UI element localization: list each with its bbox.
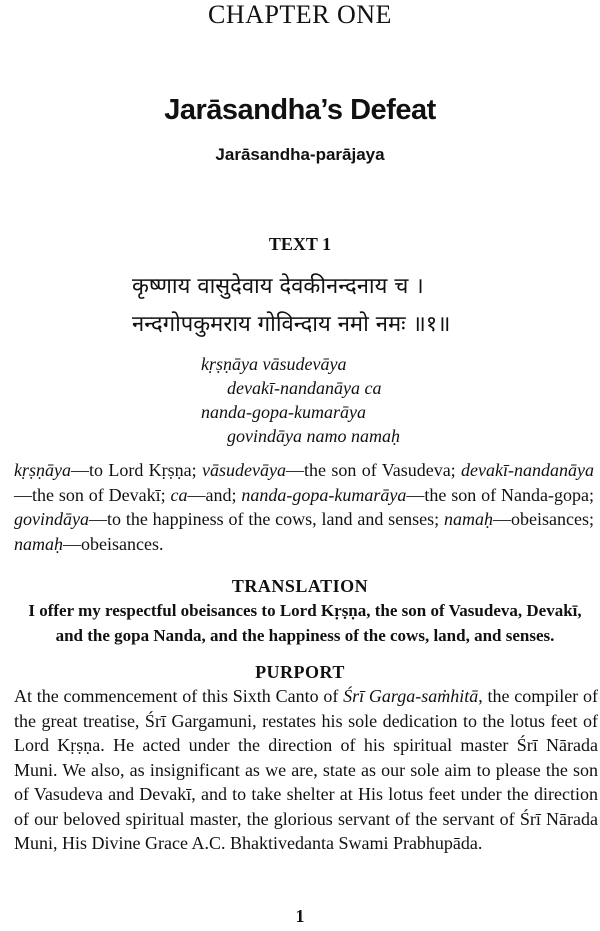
sanskrit-line-1: कृष्णाय वासुदेवाय देवकीनन्दनाय च । bbox=[132, 274, 424, 299]
sanskrit-line-2: नन्दगोपकुमराय गोविन्दाय नमो नमः ॥१॥ bbox=[132, 312, 451, 337]
synonym-term: namaḥ bbox=[14, 533, 63, 554]
synonym-term: ca bbox=[170, 484, 188, 505]
synonym-meaning: —the son of Vasudeva; bbox=[286, 460, 462, 480]
chapter-label: CHAPTER ONE bbox=[208, 0, 392, 29]
synonym-term: vāsudevāya bbox=[202, 460, 286, 480]
translation-heading: TRANSLATION bbox=[231, 576, 369, 596]
page-number: 1 bbox=[295, 906, 305, 926]
purport-heading: PURPORT bbox=[255, 662, 345, 682]
synonym-term: devakī-nandanāya bbox=[461, 460, 594, 480]
purport-text bbox=[14, 684, 598, 856]
verse-heading: TEXT 1 bbox=[268, 234, 332, 254]
synonym-meaning: —to Lord Kṛṣṇa; bbox=[71, 460, 203, 480]
synonym-term: kṛṣṇāya bbox=[14, 460, 71, 480]
transliteration-line-1: kṛṣṇāya vāsudevāya bbox=[201, 354, 347, 374]
synonym-term: namaḥ bbox=[444, 509, 494, 529]
synonym-meaning: —to the happiness of the cows, land and senses; bbox=[88, 509, 445, 529]
synonym-meaning: —and; bbox=[187, 484, 242, 505]
transliteration-line-4: govindāya namo namaḥ bbox=[227, 426, 400, 446]
translation-text: I offer my respectful obeisances to Lord Kṛṣṇa, the son of Vasudeva, Devakī, and the gopa Nanda, and the happiness of the cows, land, and senses. bbox=[28, 601, 582, 645]
word-for-word-synonyms bbox=[14, 458, 594, 556]
synonym-term: govindāya bbox=[14, 509, 89, 529]
chapter-title: Jarāsandha’s Defeat bbox=[164, 94, 436, 126]
purport-part-2: , the compiler of the great treatise, Śrī Gargamuni, restates his sole dedication to the lotus feet of Lord Kṛṣṇa. He acted under the direction of his spiritual master Śrī Nārada Muni. We also, as insignificant as we are, state as our sole aim to please the son of Vasudeva and Devakī, and to take shelter at His lotus feet under the direction of our beloved spiritual master, the glorious servant of the servant of Śrī Nārada Muni, His Divine Grace A.C. Bhaktivedanta Swami Prabhupāda. bbox=[14, 686, 599, 853]
synonym-meaning: —obeisances; bbox=[493, 509, 594, 529]
synonym-meaning: —obeisances. bbox=[63, 533, 164, 554]
synonym-meaning: —the son of Devakī; bbox=[14, 484, 171, 505]
purport-book-title: Śrī Garga-saṁhitā bbox=[343, 686, 479, 706]
synonym-meaning: —the son of Nanda-gopa; bbox=[406, 484, 595, 505]
chapter-subtitle: Jarāsandha-parājaya bbox=[215, 145, 385, 164]
synonym-term: nanda-gopa-kumarāya bbox=[241, 484, 407, 505]
transliteration-line-3: nanda-gopa-kumarāya bbox=[201, 402, 366, 422]
transliteration-line-2: devakī-nandanāya ca bbox=[227, 378, 382, 398]
purport-part-1: At the commencement of this Sixth Canto of bbox=[14, 686, 344, 706]
